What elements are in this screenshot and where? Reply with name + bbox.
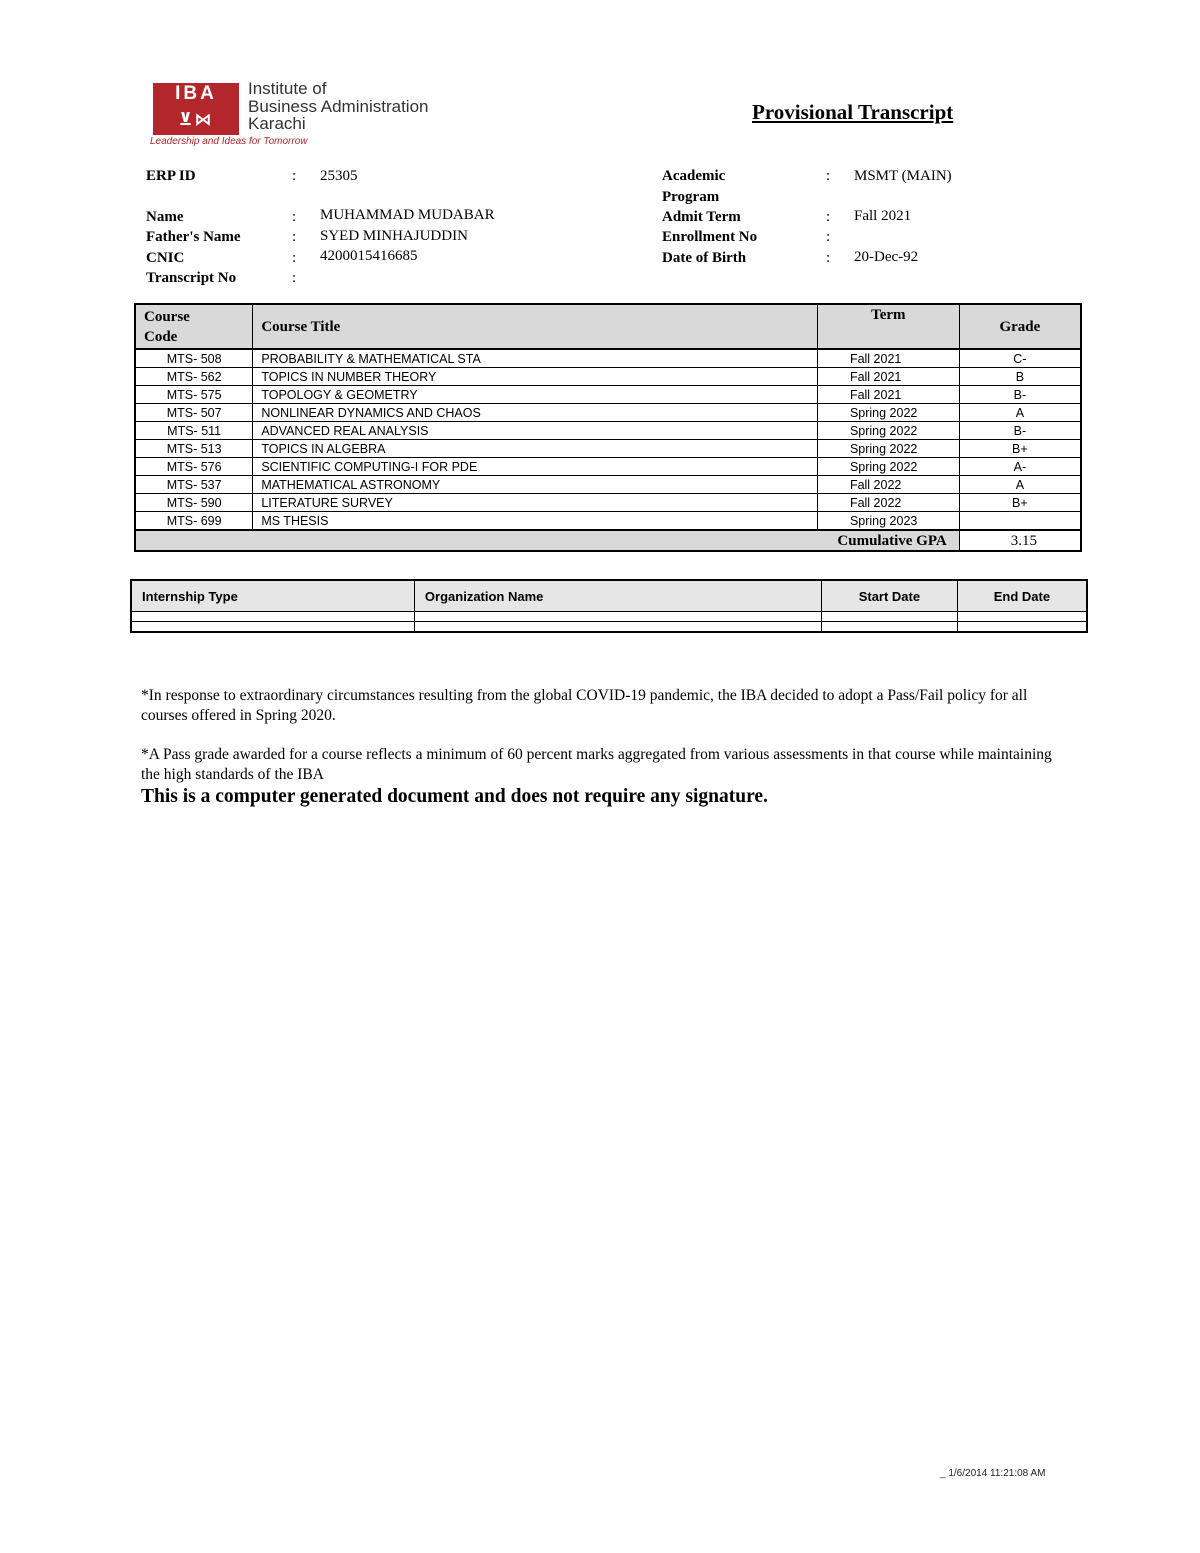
enrollment-no-label: Enrollment No [662,229,758,245]
course-title: LITERATURE SURVEY [253,494,818,512]
empty-cell [414,622,821,633]
logo-abbr: IBA [175,83,217,104]
program-label-2: Program [662,189,720,205]
course-term: Spring 2022 [817,440,959,458]
colon: : [826,250,831,266]
course-grade: B- [959,386,1081,404]
cumulative-gpa-label: Cumulative GPA [135,530,959,551]
internship-type-header: Internship Type [131,580,414,612]
course-grade: A [959,404,1081,422]
course-code-header-line-2: Code [144,328,178,345]
course-grade: A [959,476,1081,494]
courses-header-row [135,304,1081,349]
name-label: Name [146,209,184,225]
internship-header-row [131,580,1087,612]
course-code: MTS- 562 [135,368,253,386]
table-row [135,476,1081,494]
table-row [135,440,1081,458]
colon: : [292,270,297,286]
course-code: MTS- 507 [135,404,253,422]
print-timestamp: _ 1/6/2014 11:21:08 AM [940,1468,1046,1479]
course-title: PROBABILITY & MATHEMATICAL STA [253,349,818,368]
course-code: MTS- 513 [135,440,253,458]
cnic-value: 4200015416685 [320,248,418,264]
course-grade: B- [959,422,1081,440]
course-title-header: Course Title [253,304,818,349]
course-term: Spring 2022 [817,404,959,422]
end-date-header: End Date [957,580,1087,612]
empty-cell [957,622,1087,633]
course-grade: B [959,368,1081,386]
name-value: MUHAMMAD MUDABAR [320,207,495,223]
table-row [135,422,1081,440]
transcript-no-label: Transcript No [146,270,237,286]
table-row [135,458,1081,476]
course-code: MTS- 511 [135,422,253,440]
course-code-header-line-1: Course [144,308,190,325]
course-title: SCIENTIFIC COMPUTING-I FOR PDE [253,458,818,476]
course-term: Fall 2021 [817,368,959,386]
course-title: MS THESIS [253,512,818,531]
course-title: TOPICS IN NUMBER THEORY [253,368,818,386]
program-value: MSMT (MAIN) [854,168,952,184]
empty-cell [131,612,414,622]
course-title: TOPOLOGY & GEOMETRY [253,386,818,404]
table-row [135,494,1081,512]
course-title: MATHEMATICAL ASTRONOMY [253,476,818,494]
program-label: Academic [662,168,726,184]
course-term: Spring 2023 [817,512,959,531]
computer-generated-note: This is a computer generated document and does not require any signature. [141,786,768,807]
empty-cell [822,622,958,633]
admit-term-label: Admit Term [662,209,741,225]
gpa-row [135,530,1081,551]
table-row [135,404,1081,422]
logo-tagline: Leadership and Ideas for Tomorrow [150,136,308,147]
colon: : [826,209,831,225]
table-row [135,386,1081,404]
dob-value: 20-Dec-92 [854,249,919,265]
internship-empty-row [131,622,1087,633]
table-row [135,368,1081,386]
logo-wordmark [248,80,428,133]
course-term: Fall 2021 [817,386,959,404]
course-title: NONLINEAR DYNAMICS AND CHAOS [253,404,818,422]
logo-mark [153,83,239,135]
organization-name-header: Organization Name [414,580,821,612]
logo-symbol-icon: ⊻⋈ [178,110,214,130]
course-grade: C- [959,349,1081,368]
logo-line-3: Karachi [248,114,306,133]
colon: : [292,209,297,225]
course-code: MTS- 575 [135,386,253,404]
logo-line-2: Business Administration [248,96,429,116]
cnic-label: CNIC [146,250,185,266]
father-name-value: SYED MINHAJUDDIN [320,228,468,244]
logo-line-1: Institute of [248,79,327,98]
empty-cell [414,612,821,622]
course-grade: A- [959,458,1081,476]
erp-id-label: ERP ID [146,168,196,184]
colon: : [292,250,297,266]
cumulative-gpa-value: 3.15 [959,530,1081,551]
course-code: MTS- 508 [135,349,253,368]
course-code: MTS- 576 [135,458,253,476]
course-code: MTS- 537 [135,476,253,494]
colon: : [826,229,831,245]
course-grade: B+ [959,440,1081,458]
admit-term-value: Fall 2021 [854,208,912,224]
grade-header: Grade [959,304,1081,349]
empty-cell [957,612,1087,622]
course-title: TOPICS IN ALGEBRA [253,440,818,458]
empty-cell [822,612,958,622]
father-name-label: Father's Name [146,229,241,245]
dob-label: Date of Birth [662,250,747,266]
colon: : [292,229,297,245]
course-code: MTS- 699 [135,512,253,531]
internship-table [130,579,1088,633]
start-date-header: Start Date [822,580,958,612]
iba-logo [150,80,510,150]
course-code-header [135,304,253,349]
table-row [135,512,1081,531]
course-grade [959,512,1081,531]
course-term: Fall 2022 [817,476,959,494]
course-term: Fall 2021 [817,349,959,368]
course-term: Spring 2022 [817,422,959,440]
colon: : [826,168,831,184]
empty-cell [131,622,414,633]
pass-grade-note: *A Pass grade awarded for a course reflects a minimum of 60 percent marks aggregated from various assessments in that course while maintaining the high standards of the IBA [141,746,1052,783]
internship-empty-row [131,612,1087,622]
page-title: Provisional Transcript [752,100,954,124]
colon: : [292,168,297,184]
courses-table [134,303,1082,552]
course-term: Spring 2022 [817,458,959,476]
erp-id-value: 25305 [320,168,358,184]
course-term: Fall 2022 [817,494,959,512]
covid-note: *In response to extraordinary circumstances resulting from the global COVID-19 pandemic, the IBA decided to adopt a Pass/Fail policy for all courses offered in Spring 2020. [141,687,1028,724]
course-grade: B+ [959,494,1081,512]
course-title: ADVANCED REAL ANALYSIS [253,422,818,440]
table-row [135,349,1081,368]
course-code: MTS- 590 [135,494,253,512]
term-header: Term [817,304,959,349]
